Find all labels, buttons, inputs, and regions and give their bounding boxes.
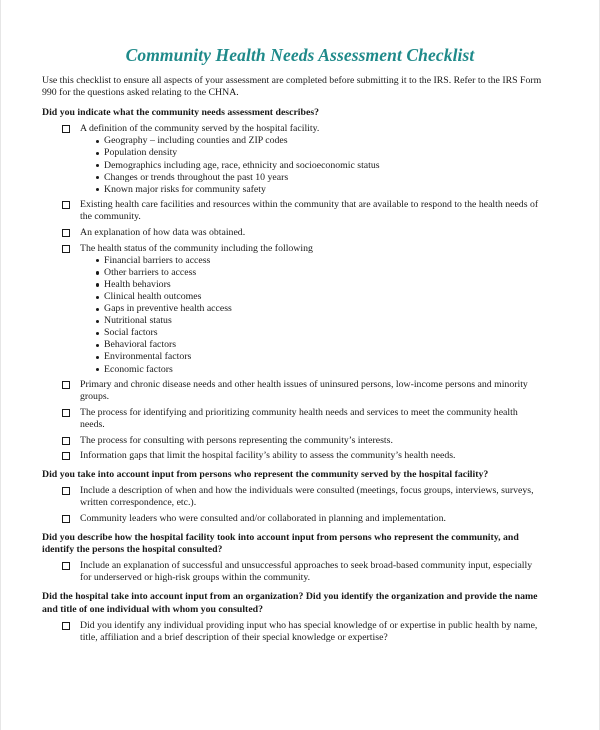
checkbox[interactable]: [62, 437, 70, 445]
sub-list-item-text: Economic factors: [104, 363, 173, 375]
bullet-icon: [96, 368, 99, 371]
section-question: Did the hospital take into account input from an organization? Did you identify the organization and provide the name and title of one individual with whom you consulted?: [42, 591, 538, 615]
checkbox[interactable]: [62, 487, 70, 495]
sub-list-item: [96, 339, 542, 351]
sub-list-item: [96, 184, 542, 196]
bullet-icon: [96, 188, 99, 191]
checklist-item: [42, 435, 542, 447]
bullet-icon: [96, 308, 99, 311]
sub-list-item-text: Nutritional status: [104, 315, 172, 327]
checklist-item: [42, 450, 542, 462]
sub-list-item: [96, 315, 542, 327]
checklist-item-text: A definition of the community served by the hospital facility.: [80, 123, 320, 135]
checklist-section: [42, 591, 542, 643]
sub-list-item-text: Other barriers to access: [104, 266, 197, 278]
checklist-item: [42, 379, 542, 403]
bullet-icon: [96, 356, 99, 359]
bullet-icon: [96, 283, 99, 286]
checkbox[interactable]: [62, 245, 70, 253]
checklist-item: [42, 560, 542, 584]
checklist-item: [42, 407, 542, 431]
sub-list-item: [96, 160, 542, 172]
checklist-item-text: Existing health care facilities and resources within the community that are available to respond to the health needs of the community.: [80, 199, 539, 223]
checklist-section: [42, 532, 542, 584]
sub-list-item-text: Social factors: [104, 327, 158, 339]
sub-list-item-text: Known major risks for community safety: [104, 183, 266, 195]
checklist-item: [42, 620, 542, 644]
checklist-item-text: Include a description of when and how the individuals were consulted (meetings, focus groups, interviews, surveys, written correspondence, etc.).: [80, 485, 534, 509]
checkbox[interactable]: [62, 229, 70, 237]
sub-list: [96, 255, 542, 376]
sub-list-item: [96, 279, 542, 291]
checklist-item-text: An explanation of how data was obtained.: [80, 227, 246, 239]
sub-list-item: [96, 364, 542, 376]
checkbox[interactable]: [62, 201, 70, 209]
sub-list-item-text: Environmental factors: [104, 351, 192, 363]
checkbox[interactable]: [62, 409, 70, 417]
checklist-section: [42, 107, 542, 462]
sub-list-item-text: Population density: [104, 147, 178, 159]
section-question: Did you indicate what the community needs assessment describes?: [42, 107, 320, 119]
checkbox[interactable]: [62, 515, 70, 523]
sub-list-item: [96, 135, 542, 147]
checklist-item: [42, 227, 542, 239]
sub-list-item: [96, 351, 542, 363]
checklist-content: [42, 75, 542, 647]
bullet-icon: [96, 152, 99, 155]
checkbox[interactable]: [62, 381, 70, 389]
checkbox[interactable]: [62, 452, 70, 460]
sub-list-item: [96, 303, 542, 315]
sub-list-item-text: Behavioral factors: [104, 339, 177, 351]
sub-list-item-text: Demographics including age, race, ethnicity and socioeconomic status: [104, 159, 380, 171]
sub-list-item: [96, 255, 542, 267]
checklist-item: [42, 513, 542, 525]
sub-list-item: [96, 327, 542, 339]
bullet-icon: [96, 176, 99, 179]
intro-paragraph: Use this checklist to ensure all aspects of your assessment are completed before submitting it to the IRS. Refer to the IRS Form 990 for the questions asked relating to the CHNA.: [42, 75, 542, 99]
sub-list-item: [96, 172, 542, 184]
checklist-item-text: Primary and chronic disease needs and other health issues of uninsured persons, low-income persons and minority groups.: [80, 379, 528, 403]
sub-list-item-text: Changes or trends throughout the past 10 years: [104, 171, 289, 183]
sub-list-item-text: Financial barriers to access: [104, 254, 211, 266]
bullet-icon: [96, 344, 99, 347]
sub-list-item-text: Geography – including counties and ZIP codes: [104, 135, 288, 147]
sub-list-item: [96, 147, 542, 159]
bullet-icon: [96, 140, 99, 143]
sub-list-item-text: Gaps in preventive health access: [104, 303, 232, 315]
checkbox[interactable]: [62, 562, 70, 570]
checklist-item-text: Include an explanation of successful and unsuccessful approaches to seek broad-based community input, especially for underserved or high-risk groups within the community.: [80, 560, 533, 584]
bullet-icon: [96, 320, 99, 323]
checklist-item: [42, 123, 542, 196]
bullet-icon: [96, 259, 99, 262]
checklist-item-text: Did you identify any individual providing input who has special knowledge of or expertise in public health by name, title, affiliation and a brief description of their special knowledge or expertise?: [80, 619, 538, 643]
checklist-sections: [42, 107, 542, 644]
checklist-item: [42, 485, 542, 509]
section-question: Did you take into account input from persons who represent the community served by the hospital facility?: [42, 469, 489, 481]
section-question: Did you describe how the hospital facility took into account input from persons who represent the community, and identify the persons the hospital consulted?: [42, 532, 519, 556]
sub-list-item-text: Clinical health outcomes: [104, 291, 202, 302]
page-title: Community Health Needs Assessment Checklist: [125, 45, 475, 65]
checklist-section: [42, 469, 542, 525]
checklist-item-text: The process for identifying and prioritizing community health needs and services to meet the community health needs.: [80, 406, 518, 430]
checkbox[interactable]: [62, 125, 70, 133]
checklist-item: [42, 243, 542, 376]
checklist-item-text: The health status of the community including the following: [80, 242, 313, 254]
bullet-icon: [96, 296, 99, 299]
sub-list-item: [96, 267, 542, 279]
sub-list-item-text: Health behaviors: [104, 278, 171, 290]
checkbox[interactable]: [62, 622, 70, 630]
checklist-item-text: Community leaders who were consulted and/or collaborated in planning and implementation.: [80, 513, 446, 524]
checklist-item-text: Information gaps that limit the hospital facility’s ability to assess the community’s health needs.: [80, 450, 456, 462]
bullet-icon: [96, 271, 99, 274]
bullet-icon: [96, 164, 99, 167]
bullet-icon: [96, 332, 99, 335]
sub-list: [96, 135, 542, 195]
sub-list-item: [96, 291, 542, 303]
checklist-item: [42, 199, 542, 223]
checklist-item-text: The process for consulting with persons representing the community’s interests.: [80, 434, 393, 446]
